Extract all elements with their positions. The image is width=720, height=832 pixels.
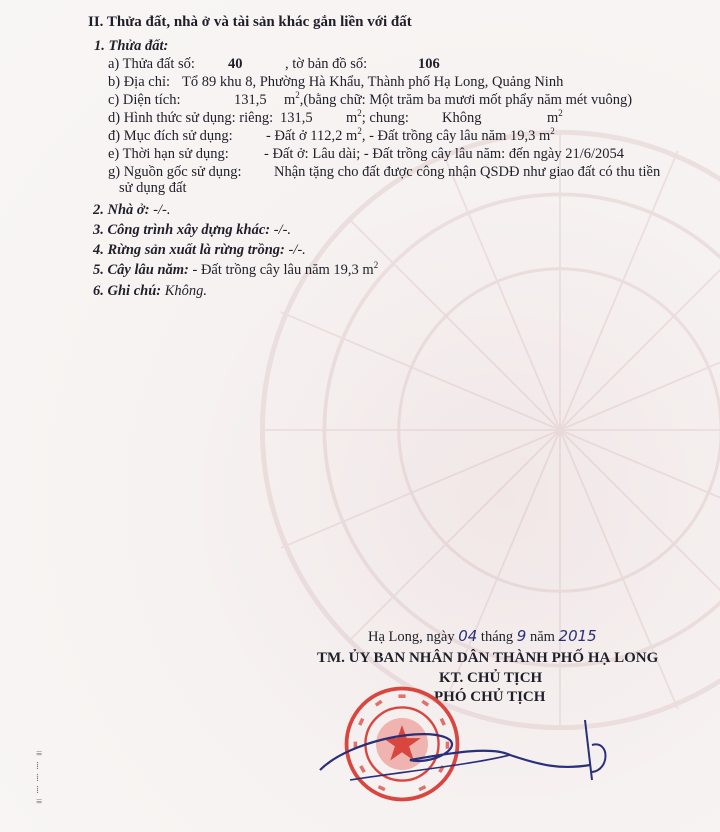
area-words: ,(bằng chữ: Một trăm ba mươi mốt phẩy năm mét vuông) [299,92,633,108]
parcel-label: a) Thửa đất số: [108,56,195,72]
section-title: II. Thửa đất, nhà ở và tài sản khác gắn liền với đất [88,14,412,30]
background-emblem-watermark [250,120,720,740]
handwritten-signature [310,710,610,800]
map-sheet-label: , tờ bản đồ số: [285,56,368,72]
parcel-number: 40 [228,56,243,72]
area-value: 131,5 [234,92,267,108]
side-margin-marks: ≡ ⁞ ⁞ ⁞ ≡ [36,748,43,808]
origin-line-2: sử dụng đất [119,180,187,196]
other-construction-heading: 3. Công trình xây dựng khác: [93,222,271,238]
shared-unit: m [547,110,559,126]
month-label: tháng [480,629,514,645]
other-construction-row [93,222,291,239]
forest-value: -/-. [288,242,306,258]
purpose-perennial: , - Đất trồng cây lâu năm 19,3 m [361,128,551,144]
perennial-trees-heading: 5. Cây lâu năm: [93,262,189,278]
origin-line-1: Nhận tặng cho đất được công nhận QSDĐ như giao đất có thu tiền [274,164,661,180]
private-unit: m [346,110,358,126]
signing-month: 9 [516,627,527,645]
area-label: c) Diện tích: [108,92,181,108]
usage-form-row: d) Hình thức sử dụng: riêng: 131,5 $m^2$; chung: Không $m^2$ [108,108,563,126]
notes-value: Không. [164,283,208,299]
area-row: c) Diện tích: 131,5 $m^2,(bằng$ chữ: Một trăm ba mươi mốt phẩy năm mét vuông) [108,90,633,108]
notes-row [93,283,207,300]
year-label: năm [529,629,555,645]
address-value: Tổ 89 khu 8, Phường Hà Khẩu, Thành phố Hạ Long, Quảng Ninh [182,74,564,90]
house-value: -/-. [153,202,171,218]
purpose-row: đ) Mục đích sử dụng: - Đất ở 112,2 $m^2$, - Đất trồng cây lâu năm 19,3 $m^2$ [108,126,555,144]
map-sheet-number: 106 [418,56,440,72]
term-row [108,146,625,163]
address-label: b) Địa chỉ: [108,74,171,90]
parcel-row [108,56,440,73]
perennial-trees-value: - Đất trồng cây lâu năm 19,3 m [192,262,374,278]
forest-heading: 4. Rừng sản xuất là rừng trồng: [93,242,285,258]
address-row [108,74,564,91]
purpose-residential: - Đất ở 112,2 m [266,128,358,144]
private-area: 131,5 [280,110,313,126]
signing-place-date [368,628,597,646]
area-unit: m [284,92,296,108]
signing-day: 04 [458,627,478,645]
signing-on-behalf: KT. CHỦ TỊCH [439,670,543,686]
place-date-prefix: Hạ Long, ngày [368,629,455,645]
usage-form-label: d) Hình thức sử dụng: riêng: [108,110,274,126]
land-heading: 1. Thửa đất: [94,38,169,54]
forest-row [93,242,306,259]
house-row [93,202,170,219]
term-label: e) Thời hạn sử dụng: [108,146,229,162]
other-construction-value: -/-. [273,222,292,238]
perennial-trees-row: 5. Cây lâu năm: - Đất trồng cây lâu năm 19,3 $m^2$ [93,260,379,278]
origin-row [108,164,661,181]
shared-value: Không [442,110,482,126]
house-heading: 2. Nhà ở: [93,202,150,218]
origin-label: g) Nguồn gốc sử dụng: [108,164,242,180]
shared-label: ; chung: [361,110,409,126]
term-value: - Đất ở: Lâu dài; - Đất trồng cây lâu năm: đến ngày 21/6/2054 [264,146,625,162]
signing-authority: TM. ỦY BAN NHÂN DÂN THÀNH PHỐ HẠ LONG [317,650,659,666]
signing-year: 2015 [558,627,597,645]
purpose-label: đ) Mục đích sử dụng: [108,128,233,144]
signing-position: PHÓ CHỦ TỊCH [434,689,546,705]
notes-heading: 6. Ghi chú: [93,283,162,299]
